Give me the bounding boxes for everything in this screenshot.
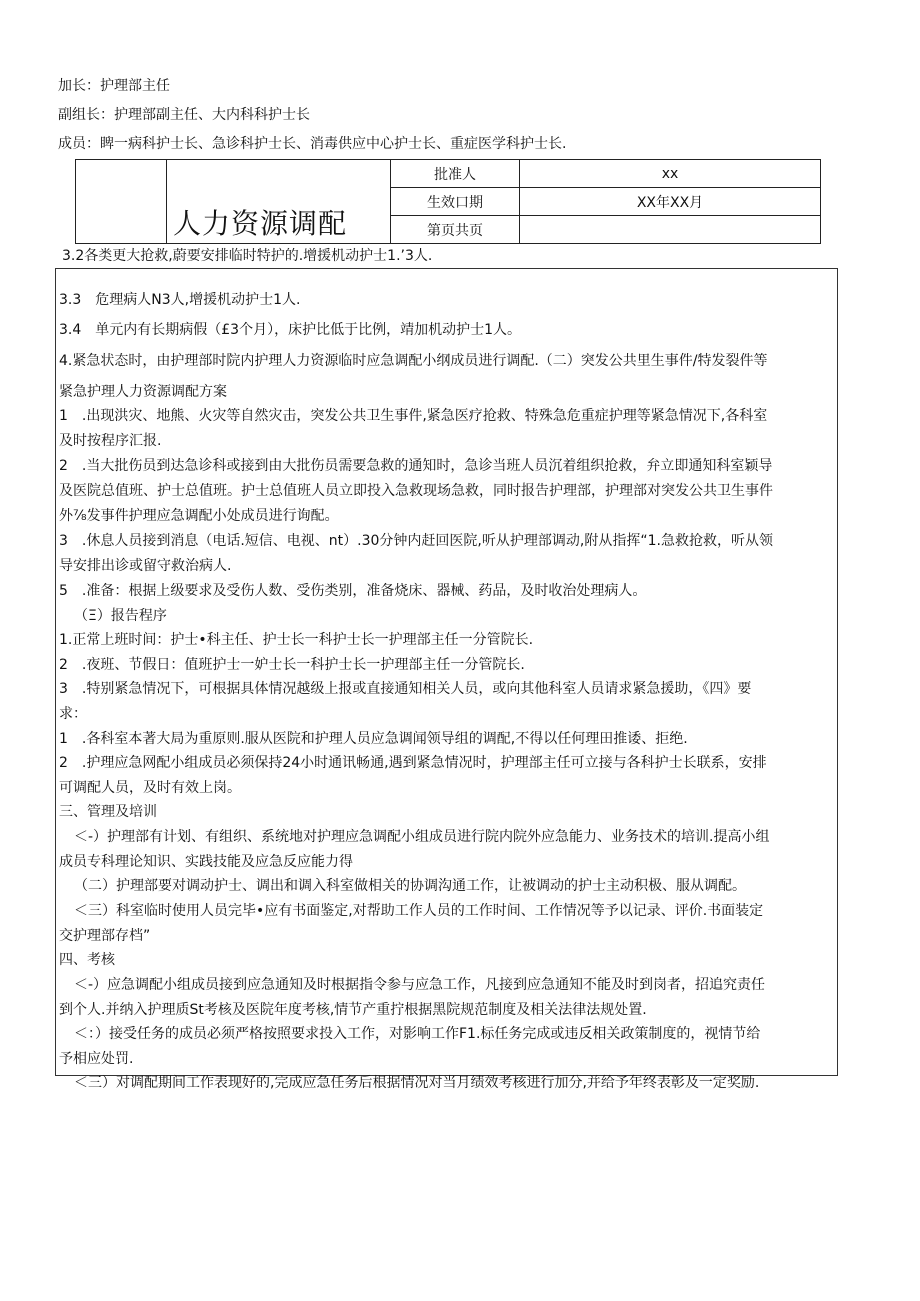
- content-line: 及医院总值班、护士总值班。护士总值班人员立即投入急救现场急救，同时报告护理部，护理部对突发公共卫生事件: [59, 483, 773, 499]
- blank-cell: [76, 160, 167, 244]
- content-line: ＜-）应急调配小组成员接到应急通知及时根据指令参与应急工作，凡接到应急通知不能及时到岗者，招追究责任: [74, 977, 766, 993]
- content-line: （Ξ）报告程序: [74, 608, 167, 624]
- content-line: 4.紧急状态时，由护理部时院内护理人力资源临时应急调配小纲成员进行调配.（二）突发公共里生事件/特发裂件等: [59, 353, 768, 369]
- content-line: 及时按程序汇报.: [59, 433, 162, 449]
- page-count-value: [520, 216, 821, 244]
- content-line: 到个人.并纳入护理质St考核及医院年度考核,情节产重拧根据黑院规范制度及相关法律法规处置.: [59, 1002, 647, 1018]
- content-line: 予相应处罚.: [59, 1051, 134, 1067]
- content-line: 导安排出诊或留守救治病人.: [59, 558, 232, 574]
- content-box: [55, 268, 838, 1091]
- content-line: 四、考核: [59, 952, 115, 968]
- content-line: 3.4 单元内有长期病假（£3个月），床护比低于比例，靖加机动护士1人。: [59, 322, 521, 338]
- title-cell: [167, 160, 391, 244]
- content-line: 可调配人员，及时有效上岗。: [59, 780, 241, 796]
- members-line: 成员：睥一病科护士长、急诊科护士长、消毒供应中心护士长、重症医学科护士长.: [58, 136, 567, 152]
- leader-line: 加长：护理部主任: [58, 78, 170, 94]
- effective-date-value: XX年XX月: [520, 188, 821, 216]
- content-line: ＜三）科室临时使用人员完毕•应有书面鉴定,对帮助工作人员的工作时间、工作情况等予以记录、评价.书面装定: [74, 903, 764, 919]
- content-line: ＜三）对调配期间工作表现好的,完成应急任务后根据情况对当月绩效考核进行加分,并给予年终表彰及一定奖励.: [74, 1075, 760, 1091]
- content-line: 三、管理及培训: [59, 804, 157, 820]
- content-line: ＜：）接受任务的成员必须严格按照要求投入工作，对影响工作F1.标任务完成或违反相关政策制度的，视情节给: [74, 1026, 761, 1042]
- content-line: 1 .出现洪灾、地熊、火灾等自然灾击，突发公共卫生事件,紧急医疗抢救、特殊急危重症护理等紧急情况下,各科室: [59, 408, 768, 424]
- content-line: 外⅞发事件护理应急调配小处成员进行询配。: [59, 508, 339, 524]
- content-line: 1.正常上班时间：护士•科主任、护士长一科护士长一护理部主任一分管院长.: [59, 632, 534, 648]
- effective-date-label: 生效口期: [391, 188, 520, 216]
- content-line: 2 .护理应急网配小组成员必须保持24小时通讯畅通,遇到紧急情况时，护理部主任可立接与各科护士长联系，安排: [59, 755, 767, 771]
- approver-value: xx: [520, 160, 821, 188]
- content-line: 3.3 危理病人N3人,增援机动护士1人.: [59, 292, 301, 308]
- content-line: 求：: [59, 706, 87, 722]
- content-line: 5 .准备：根据上级要求及受伤人数、受伤类别，准备烧床、器械、药品，及时收治处理病人。: [59, 583, 647, 599]
- deputy-leader-line: 副组长：护理部副主任、大内科科护士长: [58, 107, 310, 123]
- content-line: （二）护理部要对调动护士、调出和调入科室做相关的协调沟通工作，让被调动的护士主动积极、服从调配。: [74, 878, 746, 894]
- header-table: [75, 159, 821, 244]
- content-line: 2 .当大批伤员到达急诊科或接到由大批伤员需要急救的通知时，急诊当班人员沉着组织抢救，弁立即通知科室颖导: [59, 458, 773, 474]
- rule-3-2-line: 3.2各类更大抢救,蔚要安排临时特护的.增援机动护士1.’3人.: [62, 248, 433, 264]
- content-line: 1 .各科室本著大局为重原则.服从医院和护理人员应急调闻领导组的调配,不得以任何理田推诿、拒绝.: [59, 731, 688, 747]
- content-line: 3 .休息人员接到消息（电话.短信、电视、nt）.30分钟内赶回医院,听从护理部调动,附从指挥“1.急救抢救，听从领: [59, 533, 773, 549]
- content-line: ＜-）护理部有计划、有组织、系统地对护理应急调配小组成员进行院内院外应急能力、业务技术的培训.提高小组: [74, 829, 770, 845]
- document-title: 人力资源调配: [173, 207, 348, 240]
- content-line: 交护理部存档”: [59, 928, 151, 944]
- content-line: 紧急护理人力资源调配方案: [59, 384, 227, 400]
- content-line: 2 .夜班、节假日：值班护士一妒士长一科护士长一护理部主任一分管院长.: [59, 657, 525, 673]
- content-line: 3 .特别紧急情况下，可根据具体情况越级上报或直接通知相关人员，或向其他科室人员请求紧急援助，《四》要: [59, 681, 752, 697]
- content-line: 成员专科理论知识、实践技能及应急反应能力得: [59, 854, 353, 870]
- approver-label: 批准人: [391, 160, 520, 188]
- page-count-label: 第页共页: [391, 216, 520, 244]
